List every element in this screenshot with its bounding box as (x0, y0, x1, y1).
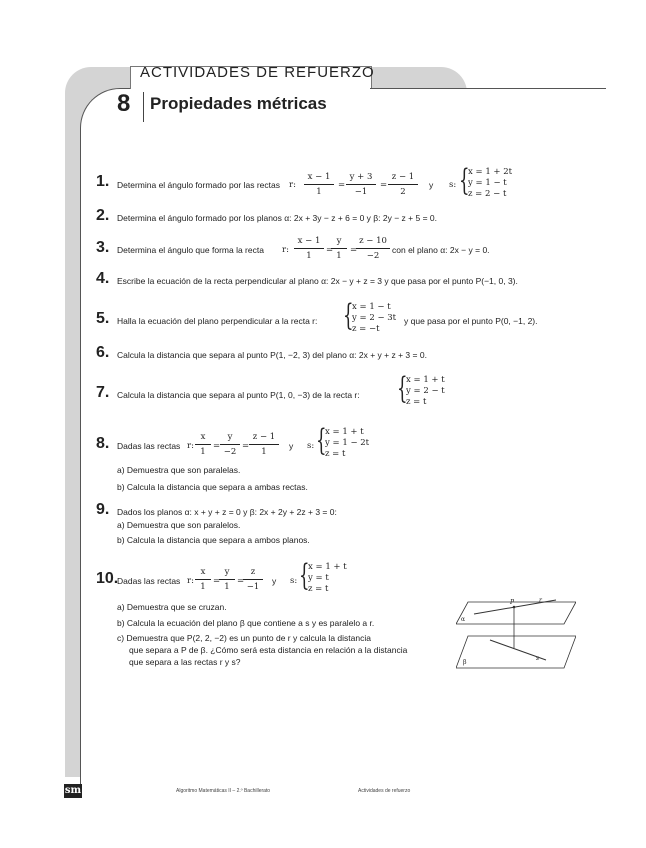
exercise-10-text: Dadas las rectas (117, 576, 181, 586)
exercise-8-s-label: s: (307, 441, 315, 451)
exercise-1-fraction-y: $\frac{y + 3}{-1}$ (346, 172, 376, 197)
equals-sign: = (350, 245, 358, 255)
label-s: s (536, 655, 540, 662)
exercise-5-number: 5. (96, 310, 110, 327)
system-brace: { (343, 298, 354, 333)
equals-sign: = (237, 576, 245, 586)
publisher-logo: sm (64, 785, 82, 796)
exercise-10-s-label: s: (290, 576, 298, 586)
header-rule (370, 88, 606, 89)
exercise-8-s-system: x = 1 + t y = 1 − 2t z = t (325, 427, 370, 459)
exercise-1-s-system: x = 1 + 2t y = 1 − t z = 2 − t (468, 167, 513, 199)
exercise-1-text: Determina el ángulo formado por las rectas (117, 180, 280, 190)
exercise-4-number: 4. (96, 270, 110, 287)
exercise-10-fraction-x: $\frac{x}{1}$ (195, 567, 211, 592)
system-brace: { (316, 423, 327, 458)
unit-divider (143, 92, 144, 122)
exercise-8-r-label: r: (187, 441, 194, 451)
exercise-8-and: y (289, 441, 294, 451)
equals-sign: = (338, 180, 346, 190)
exercise-10-part-a: a) Demuestra que se cruzan. (117, 602, 227, 612)
system-brace: { (459, 163, 470, 198)
exercise-6-text: Calcula la distancia que separa al punto P(1, −2, 3) del plano α: 2x + y + z + 3 = 0. (117, 350, 427, 360)
equals-sign: = (242, 441, 250, 451)
plane-beta (456, 636, 576, 668)
equals-sign: = (213, 441, 221, 451)
exercise-10-part-c-line-2: que separa a P de β. ¿Cómo será esta distancia en relación a la distancia (129, 645, 408, 655)
exercise-3-r-label: r: (282, 245, 289, 255)
exercise-8-fraction-z: $\frac{z - 1}{1}$ (249, 432, 279, 457)
exercise-8-fraction-x: $\frac{x}{1}$ (195, 432, 211, 457)
system-brace: { (397, 371, 408, 406)
exercise-8-number: 8. (96, 435, 110, 452)
unit-number: 8 (117, 90, 131, 117)
exercise-7-number: 7. (96, 384, 110, 401)
exercise-3-number: 3. (96, 239, 110, 256)
exercise-9-part-b: b) Calcula la distancia que separa a ambos planos. (117, 535, 310, 545)
label-beta: β (463, 659, 467, 666)
exercise-1-and: y (429, 180, 434, 190)
exercise-5-r-system: x = 1 − t y = 2 − 3t z = −t (352, 302, 397, 334)
exercise-3-tail: con el plano α: 2x − y = 0. (392, 245, 490, 255)
point-p (513, 606, 516, 609)
exercise-10-number: 10. (96, 570, 119, 587)
equals-sign: = (326, 245, 334, 255)
exercise-1-fraction-z: $\frac{z - 1}{2}$ (388, 172, 418, 197)
planes-figure (456, 592, 576, 674)
exercise-8-text: Dadas las rectas (117, 441, 181, 451)
exercise-2-number: 2. (96, 207, 110, 224)
exercise-1-s-label: s: (449, 180, 457, 190)
exercise-1-r-label: r: (289, 180, 296, 190)
exercise-9-part-a: a) Demuestra que son paralelos. (117, 520, 241, 530)
system-brace: { (299, 558, 310, 593)
exercise-10-fraction-z: $\frac{z}{-1}$ (243, 567, 263, 592)
exercise-5-text: Halla la ecuación del plano perpendicular a la recta r: (117, 316, 318, 326)
plane-alpha (456, 602, 576, 624)
label-p: P (510, 599, 515, 606)
footer-book-title: Algoritmo Matemáticas II – 2.º Bachillerato (176, 788, 271, 794)
exercise-1-fraction-x: $\frac{x - 1}{1}$ (304, 172, 334, 197)
exercise-3-text: Determina el ángulo que forma la recta (117, 245, 264, 255)
exercise-10-and: y (272, 576, 277, 586)
exercise-8-part-a: a) Demuestra que son paralelas. (117, 465, 241, 475)
exercise-3-fraction-y: $\frac{y}{1}$ (331, 236, 347, 261)
exercise-3-fraction-x: $\frac{x - 1}{1}$ (294, 236, 324, 261)
exercise-10-s-system: x = 1 + t y = t z = t (308, 562, 347, 594)
exercise-10-part-b: b) Calcula la ecuación del plano β que contiene a s y es paralelo a r. (117, 618, 375, 628)
exercise-1-number: 1. (96, 173, 110, 190)
exercise-3-fraction-z: $\frac{z - 10}{-2}$ (356, 236, 390, 261)
label-alpha: α (461, 616, 466, 623)
exercise-10-part-c: c) Demuestra que P(2, 2, −2) es un punto de r y calcula la distancia (117, 633, 371, 643)
exercise-10-r-label: r: (187, 576, 194, 586)
exercise-10-part-c-line-3: que separa a las rectas r y s? (129, 657, 241, 667)
exercise-4-text: Escribe la ecuación de la recta perpendicular al plano α: 2x − y + z = 3 y que pasa por el punto P(−1, 0, 3). (117, 276, 518, 286)
exercise-8-part-b: b) Calcula la distancia que separa a ambas rectas. (117, 482, 308, 492)
equals-sign: = (380, 180, 388, 190)
exercise-5-tail: y que pasa por el punto P(0, −1, 2). (404, 316, 538, 326)
unit-title: Propiedades métricas (150, 94, 327, 113)
exercise-6-number: 6. (96, 344, 110, 361)
exercise-2-text: Determina el ángulo formado por los planos α: 2x + 3y − z + 6 = 0 y β: 2y − z + 5 = 0. (117, 213, 437, 223)
equals-sign: = (213, 576, 221, 586)
exercise-7-text: Calcula la distancia que separa al punto P(1, 0, −3) de la recta r: (117, 390, 360, 400)
exercise-9-text: Dados los planos α: x + y + z = 0 y β: 2x + 2y + 2z + 3 = 0: (117, 507, 337, 517)
exercise-7-r-system: x = 1 + t y = 2 − t z = t (406, 375, 445, 407)
exercise-10-fraction-y: $\frac{y}{1}$ (219, 567, 235, 592)
label-r: r (539, 597, 542, 604)
exercise-8-fraction-y: $\frac{y}{-2}$ (220, 432, 240, 457)
footer-section-name: Actividades de refuerzo (358, 788, 411, 794)
exercise-9-number: 9. (96, 501, 110, 518)
section-header-title: ACTIVIDADES DE REFUERZO (140, 64, 375, 81)
